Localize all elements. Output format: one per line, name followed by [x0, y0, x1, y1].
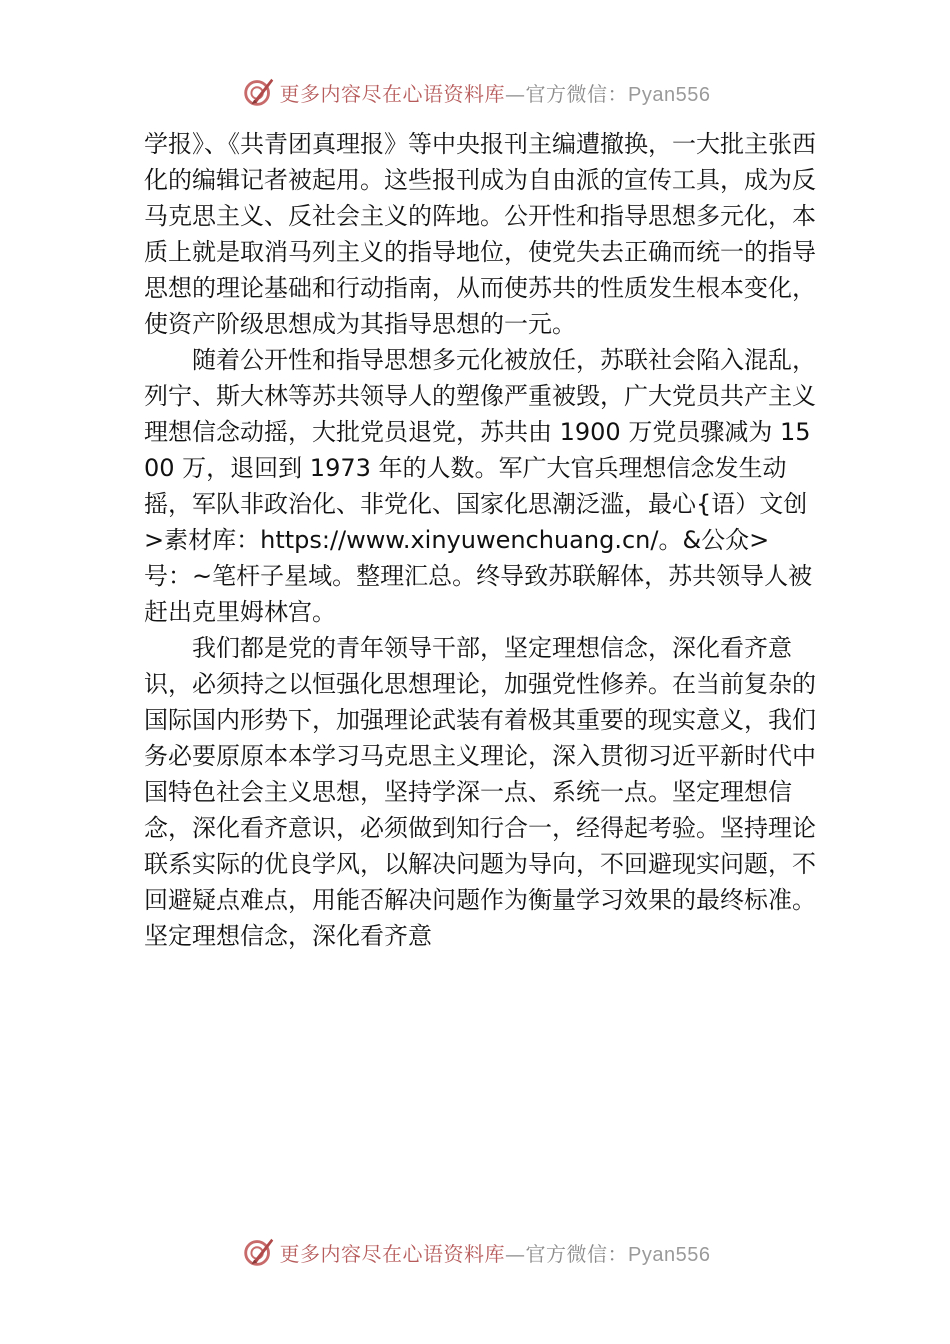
- header-banner: [0, 72, 950, 112]
- header-wechat-label: 官方微信：: [525, 81, 629, 106]
- footer-brand-text: 更多内容尽在心语资料库: [279, 1241, 506, 1266]
- footer-banner-text: [280, 1238, 711, 1267]
- paragraph-1: 学报》、《共青团真理报》等中央报刊主编遭撤换，一大批主张西化的编辑记者被起用。这些报刊成为自由派的宣传工具，成为反马克思主义、反社会主义的阵地。公开性和指导思想多元化，本质上就是取消马列主义的指导地位，使党失去正确而统一的指导思想的理论基础和行动指南，从而使苏共的性质发生根本变化，使资产阶级思想成为其指导思想的一元。: [144, 130, 816, 338]
- paragraph-2: 随着公开性和指导思想多元化被放任，苏联社会陷入混乱，列宁、斯大林等苏共领导人的塑像严重被毁，广大党员共产主义理想信念动摇，大批党员退党，苏共由 1900 万党员骤减为 1500 万，退回到 1973 年的人数。军广大官兵理想信念发生动摇，军队非政治化、非党化、国家化思潮泛滥，最心{语）文创>素材库：https://www.xinyuwenchuang.cn/。&公众>号：~笔杆子星域。整理汇总。终导致苏联解体，苏共领导人被赶出克里姆林宫。: [144, 346, 816, 626]
- footer-banner: [0, 1232, 950, 1272]
- header-banner-text: [280, 78, 711, 107]
- footer-wechat-account: Pyan556: [628, 1243, 711, 1266]
- header-brand-text: 更多内容尽在心语资料库: [279, 81, 506, 106]
- document-body: [144, 126, 816, 954]
- footer-wechat-label: 官方微信：: [525, 1241, 629, 1266]
- footer-dash: —: [505, 1241, 526, 1266]
- paragraph-3: 我们都是党的青年领导干部，坚定理想信念，深化看齐意识，必须持之以恒强化思想理论，加强党性修养。在当前复杂的国际国内形势下，加强理论武装有着极其重要的现实意义，我们务必要原原本本学习马克思主义理论，深入贯彻习近平新时代中国特色社会主义思想，坚持学深一点、系统一点。坚定理想信念，深化看齐意识，必须做到知行合一，经得起考验。坚持理论联系实际的优良学风，以解决问题为导向，不回避现实问题，不回避疑点难点，用能否解决问题作为衡量学习效果的最终标准。坚定理想信念，深化看齐意: [144, 634, 816, 950]
- header-dash: —: [505, 81, 526, 106]
- header-wechat-account: Pyan556: [628, 83, 711, 106]
- pen-logo-icon: [240, 73, 278, 111]
- pen-logo-icon: [240, 1233, 278, 1271]
